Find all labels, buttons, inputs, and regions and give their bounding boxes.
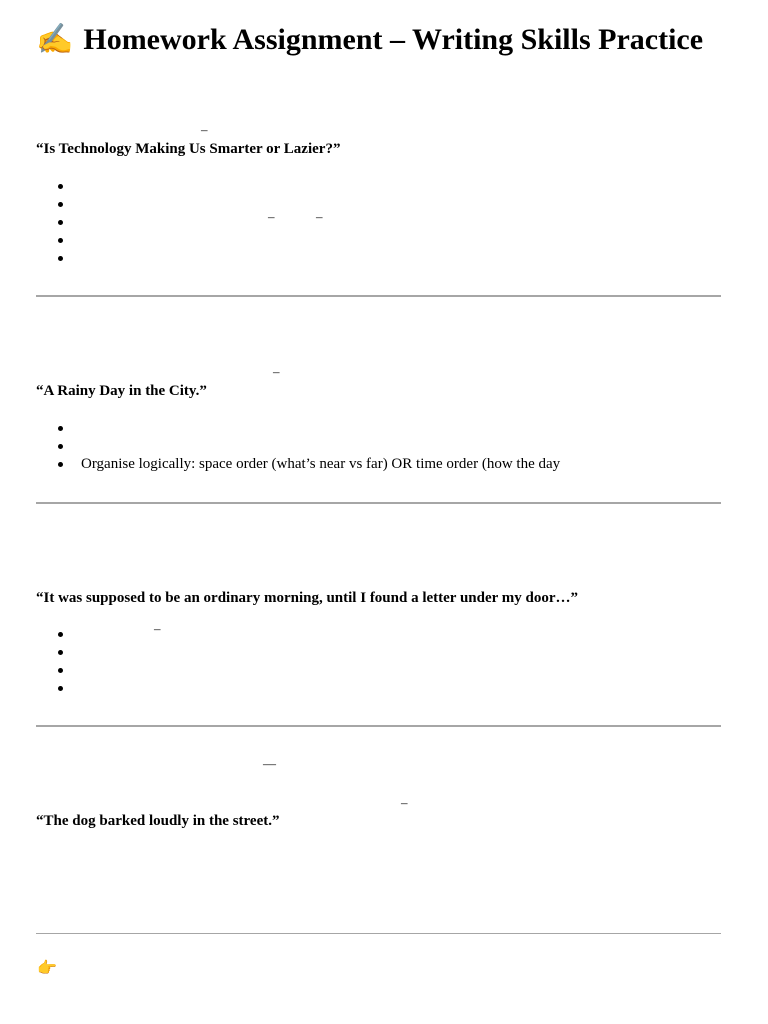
bullet-icon bbox=[58, 632, 63, 637]
bullet-icon bbox=[58, 650, 63, 655]
prompt-quote: “It was supposed to be an ordinary morning, until I found a letter under my door…” bbox=[36, 590, 579, 606]
bullet-icon bbox=[58, 462, 63, 467]
section-divider bbox=[36, 933, 721, 934]
heading-dash: – bbox=[273, 364, 280, 379]
heading-dash: – bbox=[401, 795, 408, 810]
bullet-icon bbox=[58, 444, 63, 449]
heading-dash: — bbox=[263, 756, 276, 771]
inline-dash: – bbox=[268, 209, 275, 224]
page-title-text: Homework Assignment – Writing Skills Practice bbox=[83, 22, 704, 56]
bullet-icon bbox=[58, 238, 63, 243]
bullet-icon bbox=[58, 686, 63, 691]
page-title bbox=[36, 22, 703, 57]
bullet-icon bbox=[58, 256, 63, 261]
bullet-icon bbox=[58, 426, 63, 431]
inline-dash: – bbox=[154, 621, 161, 636]
section-divider bbox=[36, 295, 721, 297]
prompt-quote: “A Rainy Day in the City.” bbox=[36, 383, 207, 399]
bullet-icon bbox=[58, 184, 63, 189]
pointing-hand-icon: 👉 bbox=[37, 960, 57, 977]
prompt-quote: “The dog barked loudly in the street.” bbox=[36, 813, 280, 829]
section-divider bbox=[36, 502, 721, 504]
section-divider bbox=[36, 725, 721, 727]
bullet-icon bbox=[58, 202, 63, 207]
bullet-icon bbox=[58, 220, 63, 225]
inline-dash: – bbox=[316, 209, 323, 224]
writing-hand-icon: ✍️ bbox=[36, 23, 74, 56]
bullet-icon bbox=[58, 668, 63, 673]
prompt-quote: “Is Technology Making Us Smarter or Lazier?” bbox=[36, 141, 341, 157]
heading-dash: – bbox=[201, 122, 208, 137]
